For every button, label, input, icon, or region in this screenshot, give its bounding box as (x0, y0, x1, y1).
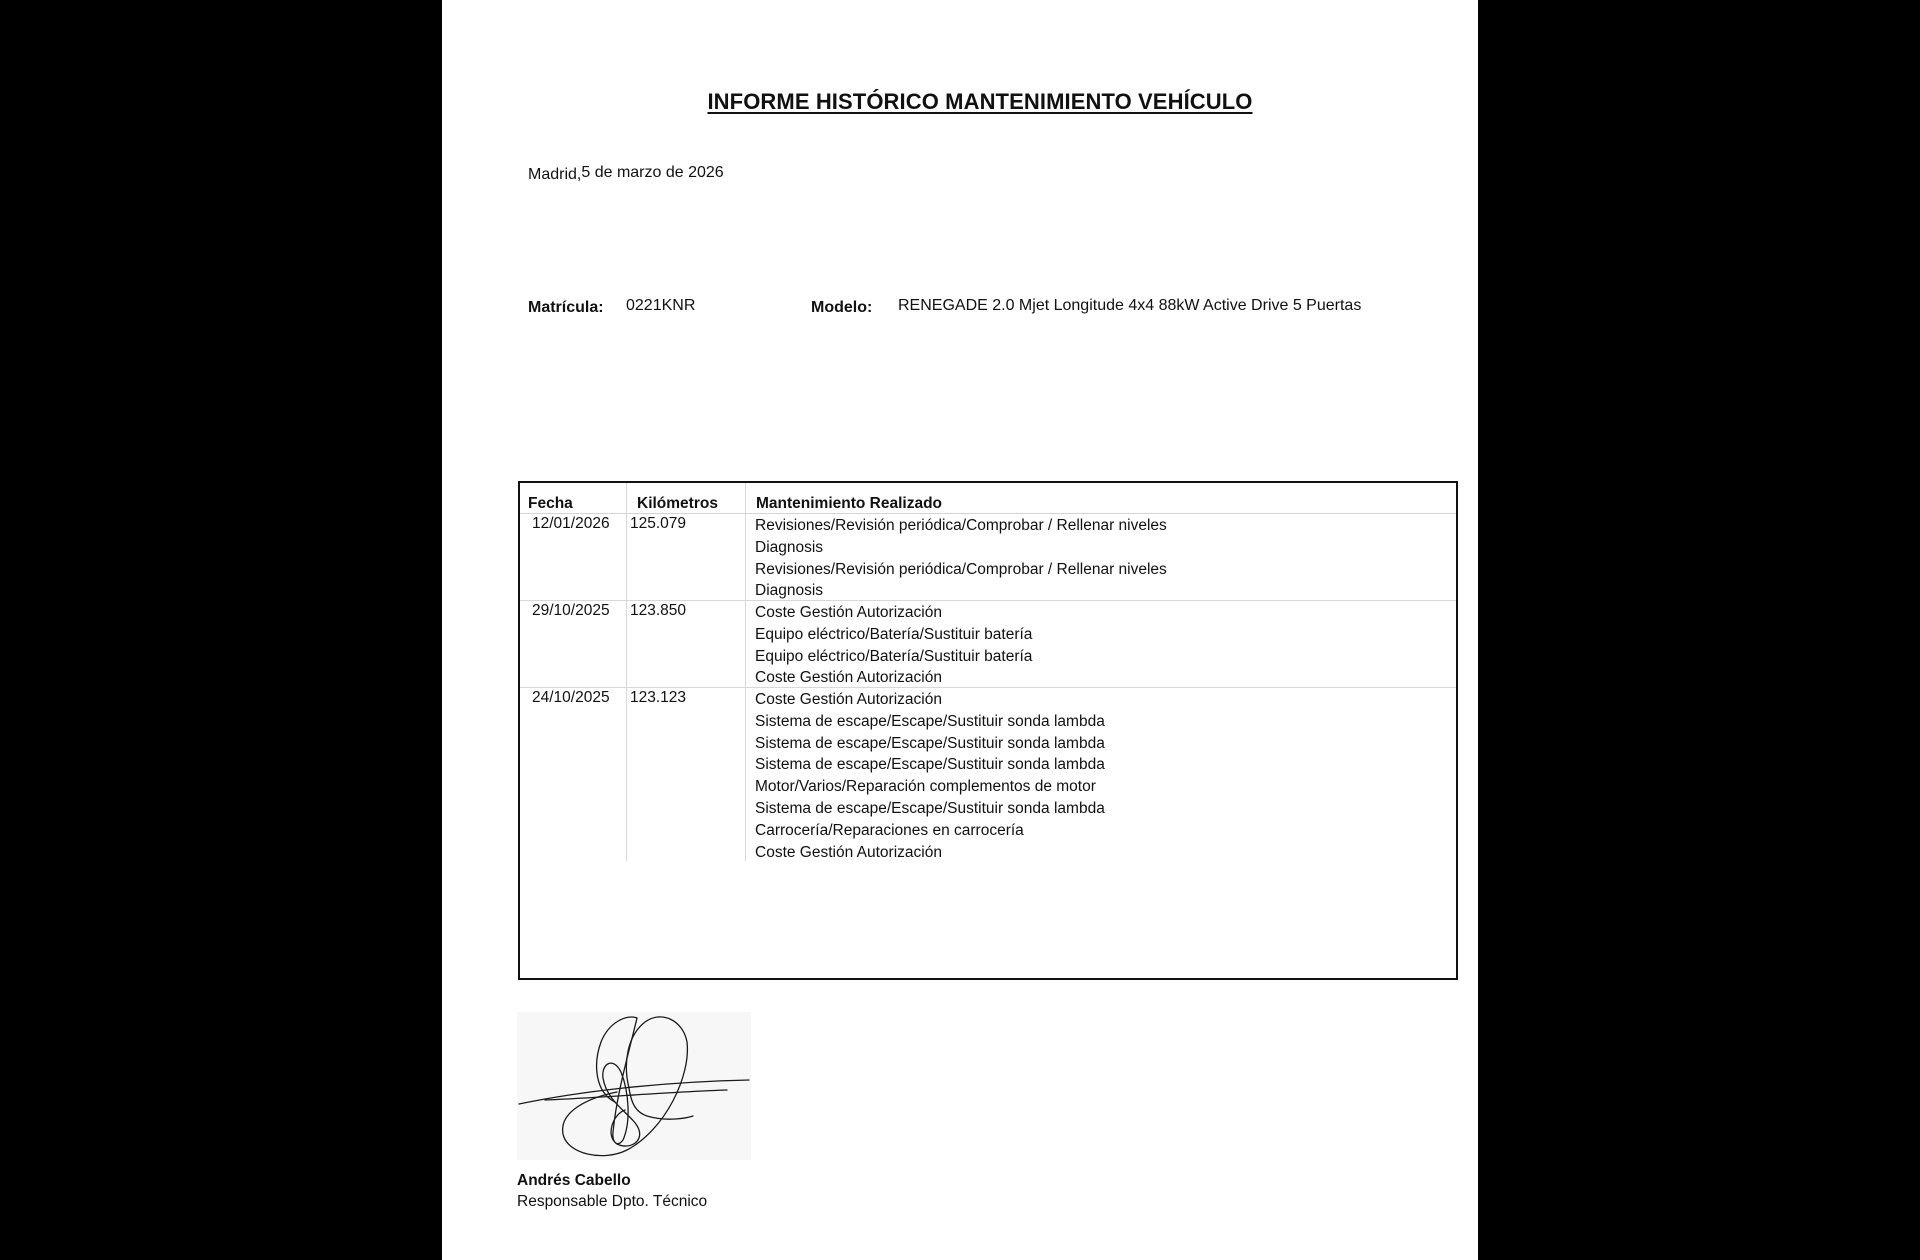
row-divider (520, 687, 1456, 688)
signer-role: Responsable Dpto. Técnico (517, 1193, 708, 1210)
row-km: 123.850 (630, 602, 687, 619)
row-km: 125.079 (630, 515, 687, 532)
header-work: Mantenimiento Realizado (756, 495, 943, 512)
document-title: INFORME HISTÓRICO MANTENIMIENTO VEHÍCULO (707, 89, 1253, 114)
row-date: 24/10/2025 (532, 689, 610, 706)
work-item: Revisiones/Revisión periódica/Comprobar / Rellenar niveles (755, 517, 1167, 534)
signer-name: Andrés Cabello (517, 1172, 631, 1189)
work-item: Coste Gestión Autorización (755, 604, 942, 621)
work-item: Carrocería/Reparaciones en carrocería (755, 821, 1024, 839)
work-item: Coste Gestión Autorización (755, 843, 942, 861)
handwritten-signature (517, 1012, 751, 1160)
work-item: Diagnosis (755, 582, 824, 600)
work-item: Motor/Varios/Reparación complementos de motor (755, 778, 1096, 796)
row-work (755, 515, 1167, 602)
work-item: Equipo eléctrico/Batería/Sustituir batería (755, 647, 1033, 665)
work-item: Coste Gestión Autorización (755, 691, 942, 708)
row-km: 123.123 (630, 689, 687, 706)
row-work (755, 689, 1105, 863)
place: Madrid, (528, 166, 582, 183)
header-date: Fecha (528, 495, 573, 512)
work-item: Sistema de escape/Escape/Sustituir sonda lambda (755, 756, 1105, 774)
row-date: 29/10/2025 (532, 602, 610, 619)
row-work (755, 602, 1032, 689)
report-date: 5 de marzo de 2026 (581, 164, 724, 181)
place-date (528, 166, 724, 184)
column-divider (626, 483, 627, 861)
maintenance-table (518, 481, 1458, 980)
model-label: Modelo: (811, 299, 873, 316)
header-km: Kilómetros (637, 495, 718, 512)
work-item: Sistema de escape/Escape/Sustituir sonda lambda (755, 712, 1105, 730)
plate-label: Matrícula: (528, 299, 604, 316)
header-divider (520, 513, 1456, 514)
work-item: Diagnosis (755, 538, 824, 556)
work-item: Sistema de escape/Escape/Sustituir sonda lambda (755, 734, 1105, 752)
work-item: Coste Gestión Autorización (755, 669, 942, 687)
work-item: Equipo eléctrico/Batería/Sustituir batería (755, 625, 1033, 643)
row-date: 12/01/2026 (532, 515, 610, 532)
work-item: Sistema de escape/Escape/Sustituir sonda lambda (755, 799, 1105, 817)
plate-value: 0221KNR (626, 297, 696, 314)
document-page (442, 0, 1478, 1260)
column-divider (745, 483, 746, 861)
row-divider (520, 600, 1456, 601)
signature-image (517, 1012, 751, 1160)
work-item: Revisiones/Revisión periódica/Comprobar / Rellenar niveles (755, 560, 1167, 578)
model-value: RENEGADE 2.0 Mjet Longitude 4x4 88kW Active Drive 5 Puertas (898, 297, 1362, 314)
